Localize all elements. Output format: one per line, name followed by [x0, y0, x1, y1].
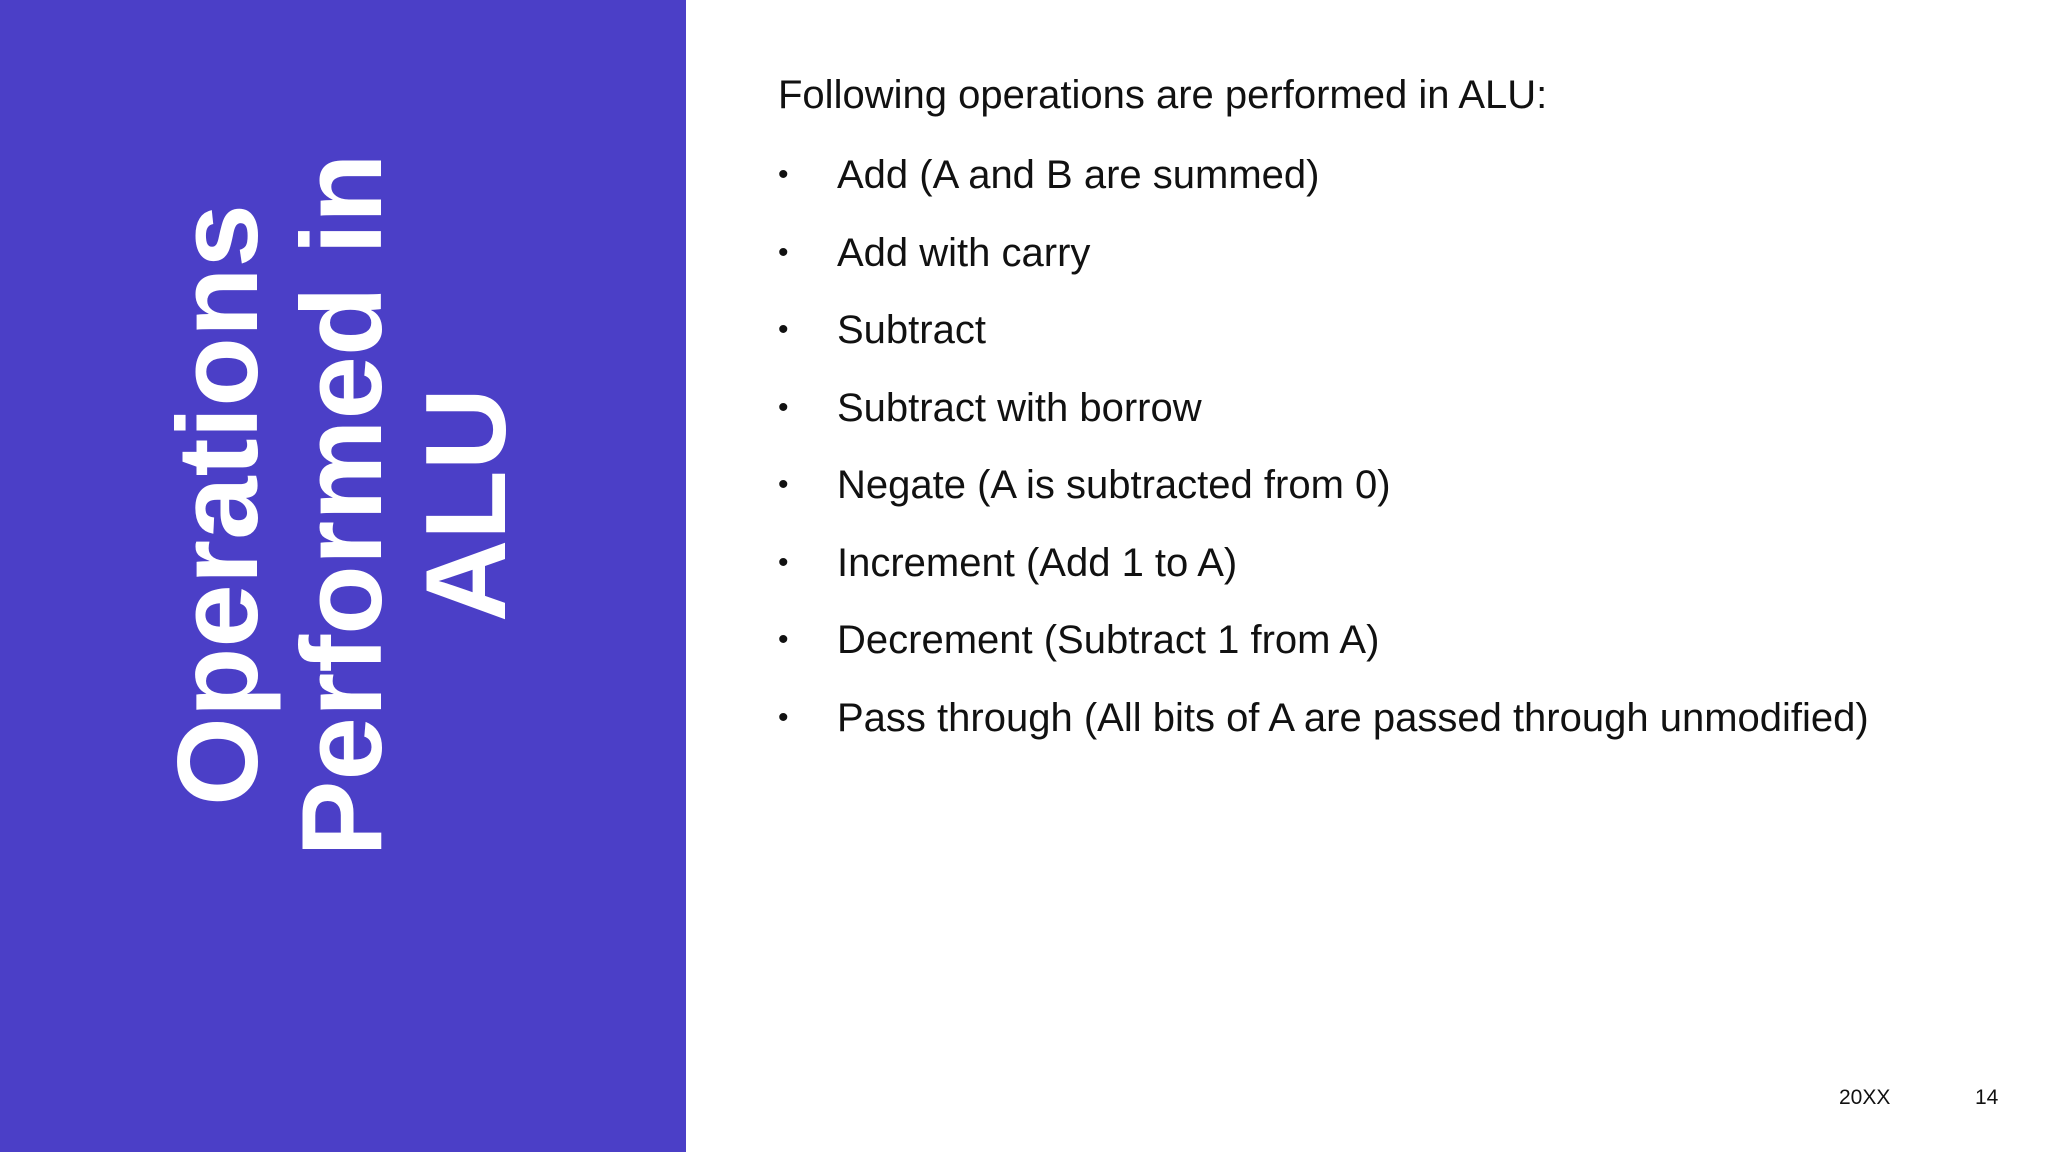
slide-title	[157, 145, 529, 865]
operations-list	[778, 148, 1958, 745]
bullet-icon: •	[778, 545, 789, 579]
list-item-text: Add with carry	[837, 230, 1091, 275]
bullet-icon: •	[778, 158, 789, 191]
footer-date: 20XX	[1839, 1086, 1891, 1109]
bullet-icon: •	[778, 700, 789, 734]
list-item-text: Subtract	[837, 308, 986, 352]
list-item	[778, 303, 1958, 357]
page-number: 14	[1975, 1086, 1999, 1109]
list-item	[778, 226, 1958, 280]
list-item-text: Pass through (All bits of A are passed through unmodified)	[837, 695, 1869, 740]
list-item-text: Subtract with borrow	[837, 385, 1202, 430]
bullet-icon: •	[778, 623, 789, 656]
list-item-text: Increment (Add 1 to A)	[837, 540, 1238, 585]
intro-text: Following operations are performed in ALU:	[778, 73, 1548, 117]
list-item	[778, 536, 1958, 590]
content-area	[778, 68, 1958, 768]
bullet-icon: •	[778, 235, 789, 269]
title-line-3: ALU	[403, 387, 530, 623]
list-item	[778, 691, 1958, 745]
list-item	[778, 148, 1958, 202]
list-item-text: Negate (A is subtracted from 0)	[837, 463, 1391, 507]
title-line-2: Performed in	[279, 153, 406, 857]
list-item	[778, 458, 1958, 512]
bullet-icon: •	[778, 313, 789, 346]
bullet-icon: •	[778, 468, 789, 501]
list-item	[778, 381, 1958, 435]
title-panel	[0, 0, 686, 1152]
list-item-text: Decrement (Subtract 1 from A)	[837, 618, 1380, 662]
list-item-text: Add (A and B are summed)	[837, 153, 1320, 197]
title-line-1: Operations	[155, 204, 282, 806]
bullet-icon: •	[778, 390, 789, 424]
list-item	[778, 613, 1958, 667]
